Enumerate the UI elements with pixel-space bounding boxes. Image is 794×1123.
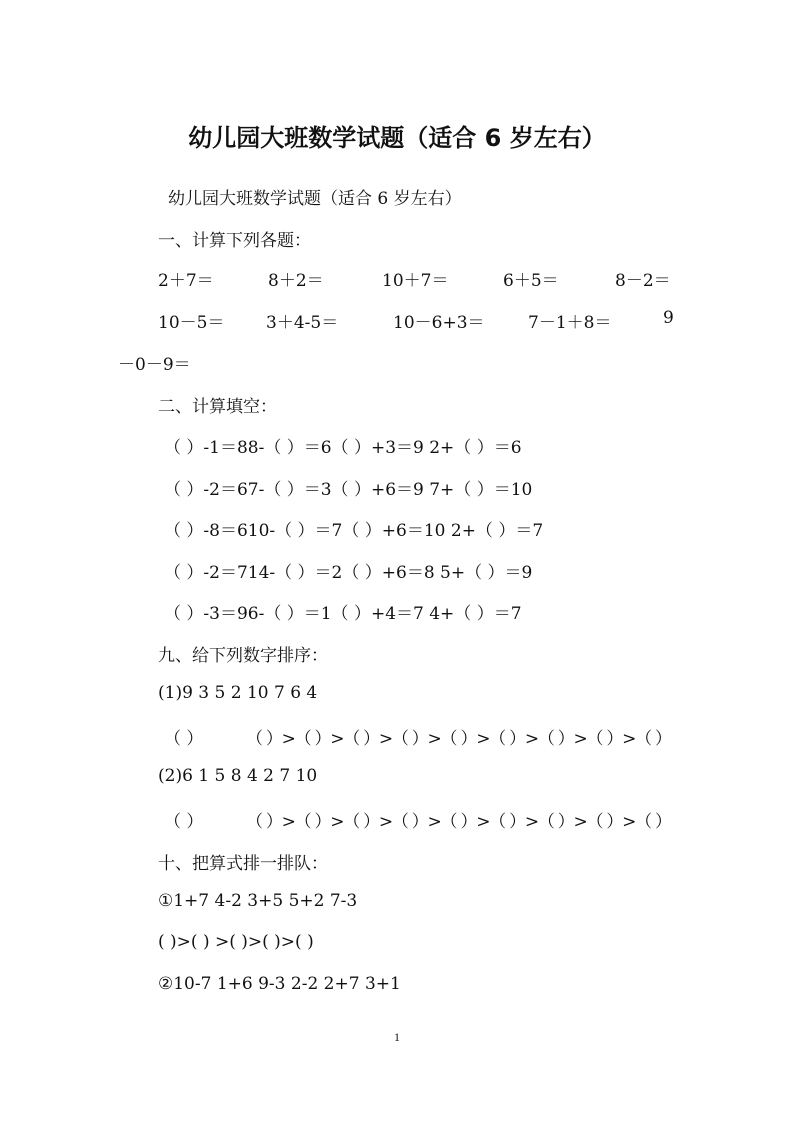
page-title: 幼儿园大班数学试题（适合 6 岁左右） — [188, 124, 606, 152]
section1-row2-wrap: －0－9＝ — [118, 355, 191, 375]
answer-chain: （ ）>（ ）>（ ）>（ ）>（ ）>（ ）>（ ）>（ ）>（ ） — [246, 729, 671, 749]
problem: 8－2＝ — [615, 271, 671, 291]
problem: 10－5＝ — [158, 313, 225, 333]
sort-numbers-2: (2)6 1 5 8 4 2 7 10 — [158, 766, 318, 786]
expressions-2: ②10-7 1+6 9-3 2-2 2+7 3+1 — [158, 974, 401, 994]
fill-blank-row: （ ）-8＝610-（ ）＝7（ ）+6＝10 2+（ ）＝7 — [164, 521, 544, 541]
problem: 6＋5＝ — [503, 271, 559, 291]
problem: 8＋2＝ — [268, 271, 324, 291]
section10-heading: 十、把算式排一排队： — [158, 854, 328, 874]
page-number: 1 — [394, 1030, 400, 1044]
order-answer-1: ( )>( ) >( )>( )>( ) — [158, 932, 314, 952]
document-subtitle: 幼儿园大班数学试题（适合 6 岁左右） — [168, 189, 462, 209]
section9-heading: 九、给下列数字排序： — [158, 646, 328, 666]
sort-answer-row-2 — [0, 807, 794, 831]
problem: 10－6+3＝ — [393, 313, 485, 333]
problem: 10＋7＝ — [382, 271, 449, 291]
fill-blank-row: （ ）-2＝67-（ ）＝3（ ）+6＝9 7+（ ）＝10 — [164, 480, 533, 500]
section1-row1 — [0, 266, 794, 290]
sort-answer-row-1 — [0, 724, 794, 748]
problem: 9 — [663, 308, 674, 328]
fill-blank-row: （ ）-3＝96-（ ）＝1（ ）+4＝7 4+（ ）＝7 — [164, 604, 522, 624]
answer-blank: （ ） — [164, 729, 204, 749]
answer-chain: （ ）>（ ）>（ ）>（ ）>（ ）>（ ）>（ ）>（ ）>（ ） — [246, 812, 671, 832]
problem: 3＋4-5＝ — [266, 313, 339, 333]
fill-blank-row: （ ）-2＝714-（ ）＝2（ ）+6＝8 5+（ ）＝9 — [164, 563, 533, 583]
fill-blank-row: （ ）-1＝88-（ ）＝6（ ）+3＝9 2+（ ）＝6 — [164, 438, 522, 458]
section2-heading: 二、计算填空： — [158, 397, 277, 417]
problem: 7－1＋8＝ — [528, 313, 612, 333]
section1-row2 — [0, 308, 794, 332]
answer-blank: （ ） — [164, 812, 204, 832]
problem: 2＋7＝ — [158, 271, 214, 291]
sort-numbers-1: (1)9 3 5 2 10 7 6 4 — [158, 683, 318, 703]
section1-heading: 一、计算下列各题： — [158, 231, 311, 251]
expressions-1: ①1+7 4-2 3+5 5+2 7-3 — [158, 891, 358, 911]
